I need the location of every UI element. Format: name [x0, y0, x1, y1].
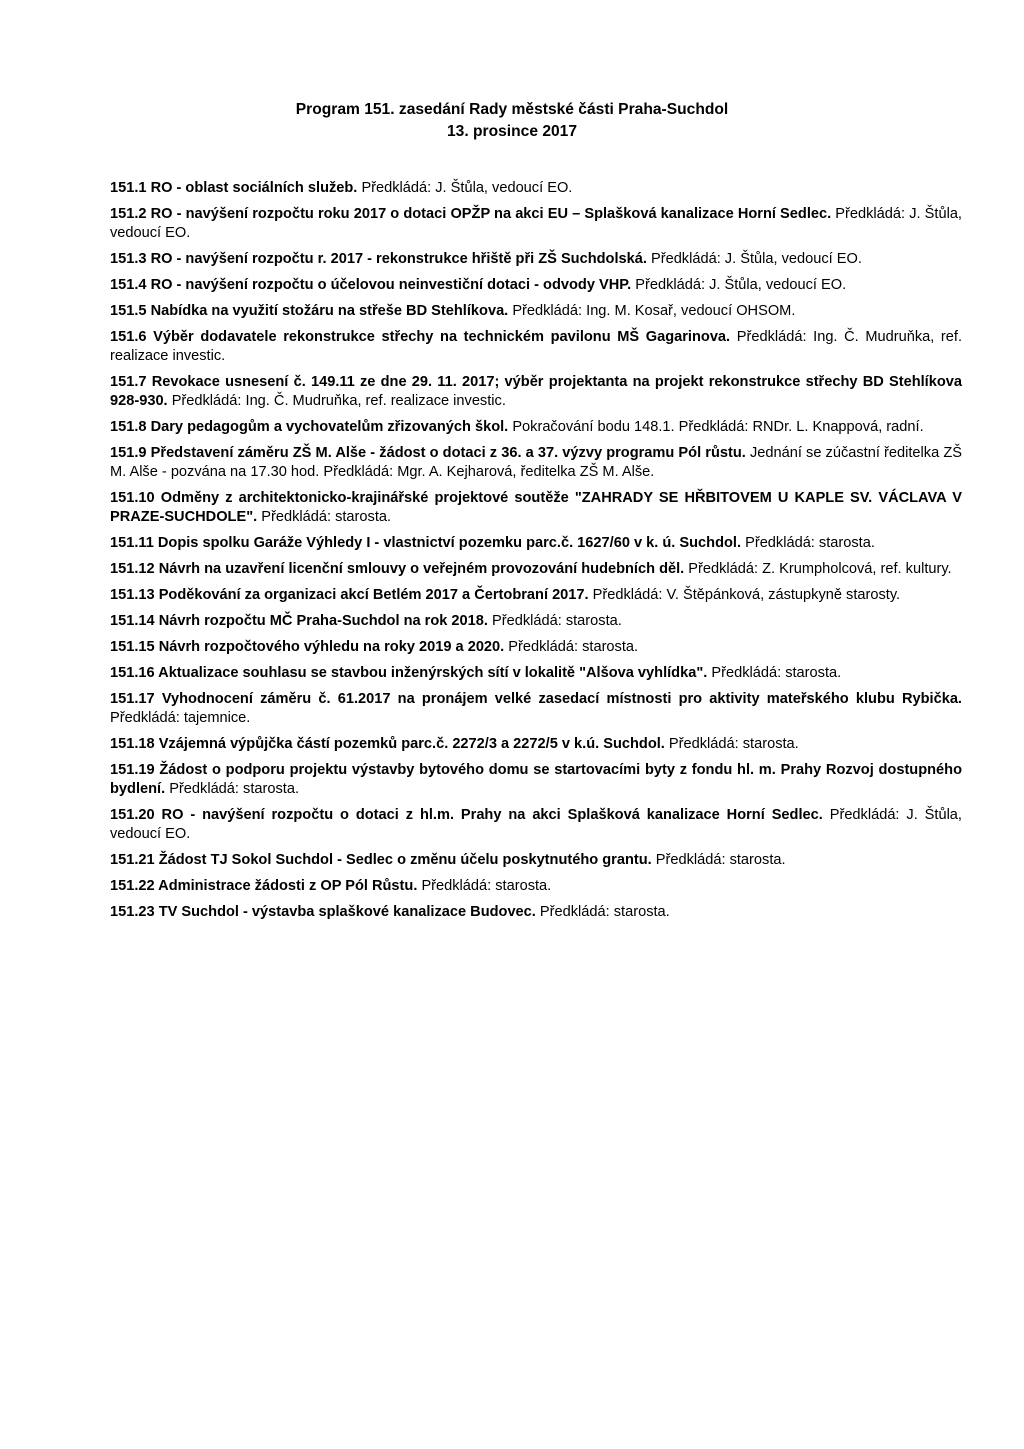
agenda-item-presenter: Předkládá: J. Štůla, vedoucí EO. — [110, 807, 962, 842]
agenda-item — [110, 250, 962, 269]
agenda-item-title: 151.9 Představení záměru ZŠ M. Alše - žádost o dotaci z 36. a 37. výzvy programu Pól růstu. — [110, 445, 746, 461]
agenda-item — [110, 664, 962, 683]
agenda-item-title: 151.15 Návrh rozpočtového výhledu na roky 2019 a 2020. — [110, 639, 505, 655]
agenda-item — [110, 638, 962, 657]
agenda-item-presenter: Předkládá: starosta. — [421, 878, 552, 894]
agenda-item-title: 151.22 Administrace žádosti z OP Pól Růstu. — [110, 878, 418, 894]
agenda-item-presenter: Předkládá: J. Štůla, vedoucí EO. — [650, 251, 862, 267]
agenda-item — [110, 560, 962, 579]
agenda-item — [110, 328, 962, 366]
agenda-item-title: 151.23 TV Suchdol - výstavba splaškové kanalizace Budovec. — [110, 904, 536, 920]
agenda-item-title: 151.14 Návrh rozpočtu MČ Praha-Suchdol na rok 2018. — [110, 613, 488, 629]
agenda-list — [110, 179, 962, 929]
agenda-item-title: 151.10 Odměny z architektonicko-krajinářské projektové soutěže "ZAHRADY SE HŘBITOVEM U KAPLE SV. VÁCLAVA V PRAZE-SUCHDOLE". — [110, 490, 962, 525]
agenda-item — [110, 586, 962, 605]
agenda-item-title: 151.6 Výběr dodavatele rekonstrukce střechy na technickém pavilonu MŠ Gagarinova. — [110, 329, 731, 345]
agenda-item-presenter: Předkládá: J. Štůla, vedoucí EO. — [361, 180, 573, 196]
agenda-item — [110, 761, 962, 799]
agenda-item-presenter: Předkládá: starosta. — [745, 535, 875, 551]
agenda-item-presenter: Předkládá: J. Štůla, vedoucí EO. — [635, 277, 847, 293]
agenda-item-title: 151.12 Návrh na uzavření licenční smlouvy o veřejném provozování hudebních děl. — [110, 561, 685, 577]
document-date: 13. prosince 2017 — [446, 123, 578, 140]
agenda-item-title: 151.11 Dopis spolku Garáže Výhledy I - vlastnictví pozemku parc.č. 1627/60 v k. ú. Suchdol. — [110, 535, 742, 551]
agenda-item — [110, 276, 962, 295]
agenda-item-title: 151.8 Dary pedagogům a vychovatelům zřizovaných škol. — [110, 419, 509, 435]
agenda-item-title: 151.3 RO - navýšení rozpočtu r. 2017 - rekonstrukce hřiště při ZŠ Suchdolská. — [110, 251, 647, 267]
agenda-item-presenter: Předkládá: Z. Krumpholcová, ref. kultury. — [688, 561, 952, 577]
agenda-item-title: 151.1 RO - oblast sociálních služeb. — [110, 180, 358, 196]
agenda-item-title: 151.5 Nabídka na využití stožáru na střeše BD Stehlíkova. — [110, 303, 509, 319]
agenda-item-title: 151.21 Žádost TJ Sokol Suchdol - Sedlec o změnu účelu poskytnutého grantu. — [110, 852, 652, 868]
agenda-item-presenter: Předkládá: starosta. — [508, 639, 639, 655]
agenda-item-title: 151.18 Vzájemná výpůjčka částí pozemků parc.č. 2272/3 a 2272/5 v k.ú. Suchdol. — [110, 736, 665, 752]
agenda-item-presenter: Předkládá: starosta. — [539, 904, 670, 920]
agenda-item-title: 151.16 Aktualizace souhlasu se stavbou inženýrských sítí v lokalitě "Alšova vyhlídka". — [110, 665, 708, 681]
agenda-item-title: 151.7 Revokace usnesení č. 149.11 ze dne 29. 11. 2017; výběr projektanta na projekt rekonstrukce střechy BD Stehlíkova 928-930. — [110, 374, 962, 409]
agenda-item-presenter: Pokračování bodu 148.1. Předkládá: RNDr. L. Knappová, radní. — [512, 419, 924, 435]
agenda-item-title: 151.17 Vyhodnocení záměru č. 61.2017 na pronájem velké zasedací místnosti pro aktivity mateřského klubu Rybička. — [110, 691, 962, 707]
agenda-item — [110, 877, 962, 896]
agenda-item-title: 151.13 Poděkování za organizaci akcí Betlém 2017 a Čertobraní 2017. — [110, 587, 589, 603]
agenda-item-presenter: Jednání se zúčastní ředitelka ZŠ M. Alše - pozvána na 17.30 hod. Předkládá: Mgr. A. Kejharová, ředitelka ZŠ M. Alše. — [110, 445, 962, 480]
agenda-item-presenter: Předkládá: starosta. — [668, 736, 799, 752]
agenda-item — [110, 903, 962, 922]
agenda-item-title: 151.2 RO - navýšení rozpočtu roku 2017 o dotaci OPŽP na akci EU – Splašková kanalizace Horní Sedlec. — [110, 206, 832, 222]
agenda-item — [110, 806, 962, 844]
agenda-item-presenter: Předkládá: starosta. — [655, 852, 786, 868]
agenda-item-presenter: Předkládá: Ing. Č. Mudruňka, ref. realizace investic. — [110, 329, 962, 364]
agenda-item-title: 151.4 RO - navýšení rozpočtu o účelovou neinvestiční dotaci - odvody VHP. — [110, 277, 632, 293]
agenda-item-presenter: Předkládá: Ing. Č. Mudruňka, ref. realizace investic. — [171, 393, 506, 409]
agenda-item-presenter: Předkládá: V. Štěpánková, zástupkyně starosty. — [592, 587, 901, 603]
document-title: Program 151. zasedání Rady městské části Praha-Suchdol — [295, 101, 729, 118]
agenda-item — [110, 690, 962, 728]
agenda-item-title: 151.19 Žádost o podporu projektu výstavby bytového domu se startovacími byty z fondu hl. m. Prahy Rozvoj dostupného bydlení. — [110, 762, 962, 797]
agenda-item — [110, 735, 962, 754]
agenda-item-presenter: Předkládá: starosta. — [711, 665, 842, 681]
agenda-item-presenter: Předkládá: starosta. — [261, 509, 392, 525]
agenda-item — [110, 418, 962, 437]
agenda-item-presenter: Předkládá: starosta. — [169, 781, 299, 797]
agenda-item — [110, 612, 962, 631]
agenda-item — [110, 444, 962, 482]
agenda-item — [110, 489, 962, 527]
agenda-item — [110, 534, 962, 553]
agenda-item-presenter: Předkládá: tajemnice. — [110, 710, 251, 726]
document-header — [0, 99, 1024, 143]
agenda-item — [110, 851, 962, 870]
agenda-item-title: 151.20 RO - navýšení rozpočtu o dotaci z hl.m. Prahy na akci Splašková kanalizace Horní Sedlec. — [110, 807, 823, 823]
agenda-item-presenter: Předkládá: J. Štůla, vedoucí EO. — [110, 206, 962, 241]
agenda-item — [110, 373, 962, 411]
agenda-item — [110, 302, 962, 321]
agenda-item — [110, 205, 962, 243]
agenda-item-presenter: Předkládá: Ing. M. Kosař, vedoucí OHSOM. — [512, 303, 796, 319]
agenda-item-presenter: Předkládá: starosta. — [492, 613, 622, 629]
agenda-item — [110, 179, 962, 198]
